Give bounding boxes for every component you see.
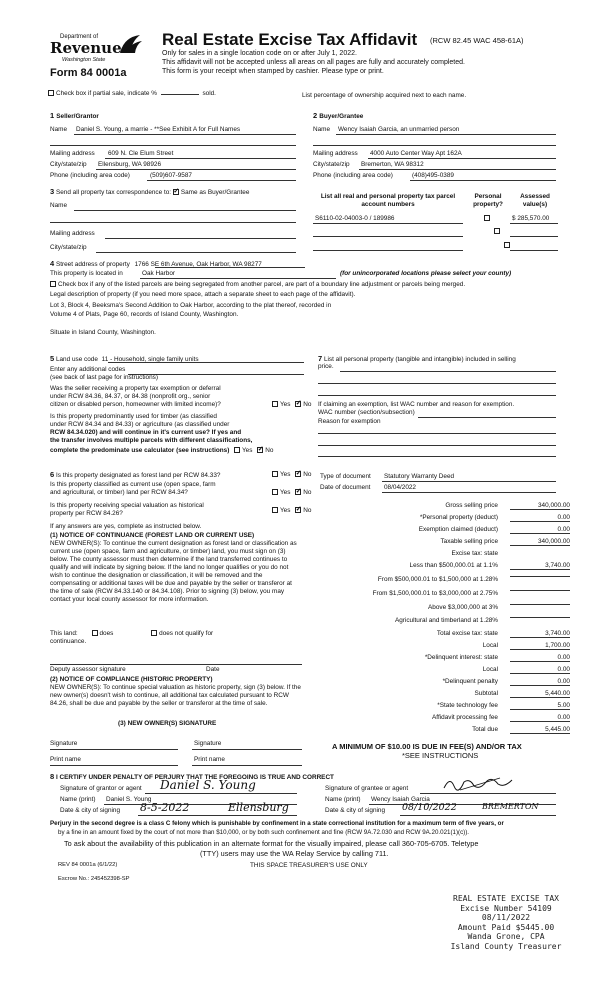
calc-row: Total due 5,445.00	[472, 726, 570, 733]
doc-type[interactable]: Statutory Warranty Deed	[384, 473, 455, 480]
buyer-name-label: Name	[313, 126, 331, 133]
seller-mailing-label: Mailing address	[50, 150, 95, 157]
page-title: Real Estate Excise Tax Affidavit	[162, 30, 418, 49]
timber-yes-no: Yes ✓ No	[234, 447, 273, 454]
rcw-reference: (RCW 82.45 WAC 458-61A)	[430, 36, 524, 45]
this-land-row: This land: does does not qualify for	[50, 630, 214, 637]
calc-row: *Delinquent penalty 0.00	[442, 678, 570, 685]
calc-row: Taxable selling price 340,000.00	[440, 538, 570, 545]
seller-mailing[interactable]: 609 N. Cle Elum Street	[108, 150, 174, 157]
exemption-no-checkbox[interactable]	[295, 401, 301, 407]
current-use-q-1: Is this property classified as current use (open space, farm	[50, 481, 216, 488]
land-use-code[interactable]: 11 - Household, single family units	[101, 356, 199, 363]
ownership-note: List percentage of ownership acquired next to each name.	[302, 92, 467, 99]
calc-row: Local 1,700.00	[482, 642, 570, 649]
exemption-yes-no: Yes ✓ No	[272, 401, 311, 408]
seller-city-label: City/state/zip	[50, 161, 87, 168]
seller-phone[interactable]: (509)607-9587	[150, 172, 192, 179]
timber-q-line-1: Is this property predominantly used for timber (as classified	[50, 413, 217, 420]
corr-city-label: City/state/zip	[50, 244, 87, 251]
calc-row: From $1,500,000.01 to $3,000,000 at 2.75%	[320, 590, 570, 600]
parcel-col-assessed: Assessed value(s)	[520, 193, 550, 208]
new-owner-sig-2-label: Signature	[194, 740, 222, 747]
timber-q-line-3: RCW 84.34.020) and will continue in it's current use? If yes and	[50, 429, 242, 436]
header-line-2: This affidavit will not be accepted unless all areas on all pages are fully and accurately completed.	[162, 59, 465, 66]
see-back-label: (see back of last page for instructions)	[50, 374, 158, 381]
calc-row: Agricultural and timberland at 1.28%	[320, 617, 570, 627]
grantor-sig-label: Signature of grantor or agent	[60, 785, 142, 792]
seller-city[interactable]: Ellensburg, WA 98926	[98, 161, 161, 168]
land-use-row: 5 Land use code 11 - Household, single family units	[50, 354, 199, 363]
form-revision: REV 84 0001a (6/1/22)	[58, 862, 118, 868]
perjury-line-2: by a fine in an amount fixed by the court of not more than $10,000, or by both such confinement and fine (RCW 9A.72.030 and RCW 9A.20.021(1)(c)).	[58, 829, 470, 836]
notice-2-body: NEW OWNER(S): To continue special valuation as historic property, sign (3) below. If the new owner(s) doesn't wish to continue, all additional tax calculated pursuant to RCW 84.26, shall be due and payable by the seller or transferor at the time of sale.	[50, 684, 301, 707]
forest-no-checkbox[interactable]	[295, 471, 301, 477]
calc-row: Subtotal 5,440.00	[474, 690, 570, 697]
washington-logo-icon	[118, 33, 144, 55]
partial-sale-sold: sold.	[202, 90, 216, 97]
legal-desc-line-1: Lot 3, Block 4, Beeksma's Second Addition to Oak Harbor, according to the plat thereof, recorded in	[50, 302, 332, 309]
if-yes-note: If any answers are yes, complete as instructed below.	[50, 523, 202, 530]
doc-date-label: Date of document	[320, 484, 371, 491]
calc-row: *State technology fee 5.00	[437, 702, 570, 709]
segregated-checkbox[interactable]	[50, 281, 56, 287]
perjury-line-1: Perjury in the second degree is a class C felony which is punishable by confinement in a state correctional institution for a maximum term of five years, or	[50, 820, 504, 827]
current-use-q-2: and agricultural, or timber) land per RCW 84.34?	[50, 489, 188, 496]
parcel-col-personal: Personal property?	[473, 193, 503, 208]
grantor-name[interactable]: Daniel S. Young	[106, 796, 152, 803]
buyer-heading: 2 Buyer/Grantee	[313, 111, 364, 120]
header-line-3: This form is your receipt when stamped by cashier. Please type or print.	[162, 68, 384, 75]
continuance-label: continuance.	[50, 638, 87, 645]
grantee-name[interactable]: Wency Isaiah Garcia	[371, 796, 430, 803]
header-line-1: Only for sales in a single location code on or after July 1, 2022.	[162, 50, 357, 57]
grantee-city[interactable]: BREMERTON	[482, 802, 539, 811]
personal-prop-label-2: price.	[318, 363, 334, 370]
parcel-col-account: List all real and personal property tax parcel account numbers	[320, 193, 456, 208]
located-label: This property is located in	[50, 270, 123, 277]
washington-state-label: Washington State	[62, 57, 106, 63]
partial-sale-label: Check box if partial sale, indicate %	[56, 90, 157, 97]
forest-yes-checkbox[interactable]	[272, 471, 278, 477]
timber-yes-checkbox[interactable]	[234, 447, 240, 453]
current-use-yes-no: Yes ✓ No	[272, 489, 311, 496]
reason-label: Reason for exemption	[318, 418, 381, 425]
parcel-row-3-personal-checkbox[interactable]	[504, 242, 510, 248]
corr-name-label: Name	[50, 202, 68, 209]
alt-format-line-1: To ask about the availability of this publication in an alternate format for the visually impaired, please call 360-705-6705. Teletype	[64, 839, 479, 848]
timber-q-line-5: complete the predominate use calculator (see instructions)	[50, 447, 230, 454]
segregated-row: Check box if any of the listed parcels are being segregated from another parcel, are part of a boundary line adjustment or parcels being merged.	[50, 281, 465, 288]
same-as-buyer-checkbox[interactable]	[173, 189, 179, 195]
current-use-no-checkbox[interactable]	[295, 489, 301, 495]
grantor-signature[interactable]: Daniel S. Young	[160, 778, 256, 792]
corr-mailing-label: Mailing address	[50, 230, 95, 237]
situate-line: Situate in Island County, Washington.	[50, 329, 156, 336]
seller-name-label: Name	[50, 126, 68, 133]
partial-sale-checkbox[interactable]	[48, 90, 54, 96]
calc-row: Excise tax: state	[451, 550, 498, 557]
grantee-signature-icon[interactable]	[440, 774, 520, 794]
historic-yes-no: Yes ✓ No	[272, 507, 311, 514]
certify-heading: 8 I CERTIFY UNDER PENALTY OF PERJURY THAT THE FOREGOING IS TRUE AND CORRECT	[50, 772, 334, 781]
forest-yes-no: Yes ✓ No	[272, 471, 311, 478]
form-number: Form 84 0001a	[50, 67, 127, 79]
current-use-yes-checkbox[interactable]	[272, 489, 278, 495]
forest-q: 6 Is this property designated as forest land per RCW 84.33?	[50, 470, 221, 479]
notice-1-body: NEW OWNER(S): To continue the current designation as forest land or classification as current use (open space, farm and agriculture, or timber) land, you must sign on (3) below. The county assessor must then determine if the land transferred continues to qualify and will indicate by signing below. If the land no longer qualifies or you do not wish to continue the designation or classification, it will be removed and the compensating or additional taxes will be due and payable by the seller or transferor at the time of sale (RCW 84.33.140 or 84.34.108). Prior to signing (3) below, you may contact your local county assessor for more information.	[50, 540, 297, 603]
buyer-name[interactable]: Wency Isaiah Garcia, an unmarried person	[338, 126, 460, 133]
additional-codes-label: Enter any additional codes	[50, 366, 126, 373]
historic-q-2: property per RCW 84.26?	[50, 510, 123, 517]
new-owner-sig-title: (3) NEW OWNER(S) SIGNATURE	[118, 720, 217, 727]
grantee-date-label: Date & city of signing	[325, 807, 386, 814]
calc-row: *Personal property (deduct) 0.00	[419, 514, 570, 521]
partial-percent-field[interactable]	[161, 94, 199, 95]
notice-1-title: (1) NOTICE OF CONTINUANCE (FOREST LAND OR CURRENT USE)	[50, 532, 255, 539]
calc-row: Exemption claimed (deduct) 0.00	[418, 526, 570, 533]
deputy-sig-label: Deputy assessor signature	[50, 666, 126, 673]
calc-row: Total excise tax: state 3,740.00	[436, 630, 570, 637]
treasurer-use-label: THIS SPACE TREASURER'S USE ONLY	[250, 862, 368, 869]
calc-row: *Delinquent interest: state 0.00	[424, 654, 570, 661]
land-does-not-checkbox[interactable]	[151, 630, 157, 636]
parcel-row-2-personal-checkbox[interactable]	[494, 228, 500, 234]
historic-no-checkbox[interactable]	[295, 507, 301, 513]
calc-row: Less than $500,000.01 at 1.1% 3,740.00	[409, 562, 570, 569]
unincorporated-note: (for unincorporated locations please select your county)	[340, 270, 512, 277]
grantor-city[interactable]: Ellensburg	[228, 801, 289, 814]
new-owner-print-2-label: Print name	[194, 756, 225, 763]
buyer-city-label: City/state/zip	[313, 161, 350, 168]
new-owner-sig-1-label: Signature	[50, 740, 78, 747]
grantor-date[interactable]: 8-5-2022	[140, 801, 190, 814]
partial-sale-row	[48, 90, 216, 97]
grantor-date-label: Date & city of signing	[60, 807, 121, 814]
historic-yes-checkbox[interactable]	[272, 507, 278, 513]
exempt-label: If claiming an exemption, list WAC number and reason for exemption.	[318, 401, 515, 408]
timber-q-line-2: under RCW 84.34 and 84.33) or agriculture (as classified under	[50, 421, 230, 428]
timber-no-checkbox[interactable]	[257, 447, 263, 453]
parcel-row-1-account[interactable]: S6110-02-04003-0 / 189986	[315, 215, 395, 222]
alt-format-line-2: (TTY) users may use the WA Relay Service by calling 711.	[200, 849, 389, 858]
seller-phone-label: Phone (including area code)	[50, 172, 130, 179]
timber-q-line-4: the transfer involves multiple parcels with different classifications,	[50, 437, 253, 444]
calc-row: Local 0.00	[482, 666, 570, 673]
exemption-q-line-2: under RCW 84.36, 84.37, or 84.38 (nonprofit org., senior	[50, 393, 211, 400]
parcel-row-1-value[interactable]: $ 285,570.00	[512, 215, 550, 222]
escrow-number: Escrow No.: 245452398-SP	[58, 876, 130, 882]
historic-q-1: Is this property receiving special valuation as historical	[50, 502, 204, 509]
correspondence-heading: 3 Send all property tax correspondence to: ✓ Same as Buyer/Grantee	[50, 187, 249, 196]
calc-row: Gross selling price 340,000.00	[445, 502, 570, 509]
treasurer-stamp: REAL ESTATE EXCISE TAX Excise Number 54109 08/11/2022 Amount Paid $5445.00 Wanda Grone, CPA Island County Treasurer	[450, 894, 562, 951]
minimum-fee-note: A MINIMUM OF $10.00 IS DUE IN FEE(S) AND/OR TAX	[332, 742, 522, 751]
personal-prop-heading: 7 List all personal property (tangible and intangible) included in selling	[318, 354, 516, 363]
exemption-q-line-3: citizen or disabled person, homeowner with limited income)?	[50, 401, 221, 408]
seller-name[interactable]: Daniel S. Young, a marrie - **See Exhibit A for Full Names	[76, 126, 241, 133]
buyer-mailing-label: Mailing address	[313, 150, 358, 157]
calc-row: Affidavit processing fee 0.00	[432, 714, 570, 721]
calc-row: From $500,000.01 to $1,500,000 at 1.28%	[320, 576, 570, 586]
see-instructions: *SEE INSTRUCTIONS	[402, 751, 479, 760]
revenue-logo-text: Revenue	[50, 39, 122, 57]
doc-date[interactable]: 08/04/2022	[384, 484, 416, 491]
doc-type-label: Type of document	[320, 473, 371, 480]
exemption-q-line-1: Was the seller receiving a property tax exemption or deferral	[50, 385, 221, 392]
exemption-yes-checkbox[interactable]	[272, 401, 278, 407]
deputy-date-label: Date	[206, 666, 220, 673]
land-does-checkbox[interactable]	[92, 630, 98, 636]
seller-heading: 1 Seller/Grantor	[50, 111, 99, 120]
parcel-row-1-personal-checkbox[interactable]	[484, 215, 490, 221]
street-address[interactable]: 1766 SE 6th Avenue, Oak Harbor, WA 98277	[134, 261, 262, 268]
street-address-row: 4 Street address of property 1766 SE 6th Avenue, Oak Harbor, WA 98277	[50, 259, 262, 268]
grantor-name-label: Name (print)	[60, 796, 96, 803]
legal-desc-line-2: Volume 4 of Plats, Page 60, records of Island County, Washington.	[50, 311, 239, 318]
located-city[interactable]: Oak Harbor	[142, 270, 176, 277]
buyer-city[interactable]: Bremerton, WA 98312	[361, 161, 424, 168]
grantee-name-label: Name (print)	[325, 796, 361, 803]
dept-of-label: Department of	[60, 34, 99, 40]
notice-2-title: (2) NOTICE OF COMPLIANCE (HISTORIC PROPERTY)	[50, 676, 213, 683]
calc-row: Above $3,000,000 at 3%	[320, 604, 570, 614]
buyer-mailing[interactable]: 4000 Auto Center Way Apt 162A	[370, 150, 462, 157]
legal-desc-label: Legal description of property (if you need more space, attach a separate sheet to each page of the affidavit).	[50, 291, 356, 298]
buyer-phone[interactable]: (408)495-0389	[412, 172, 454, 179]
new-owner-print-1-label: Print name	[50, 756, 81, 763]
grantee-date[interactable]: 08/10/2022	[402, 802, 457, 813]
wac-label: WAC number (section/subsection)	[318, 409, 415, 416]
buyer-phone-label: Phone (including area code)	[313, 172, 393, 179]
grantee-sig-label: Signature of grantee or agent	[325, 785, 409, 792]
